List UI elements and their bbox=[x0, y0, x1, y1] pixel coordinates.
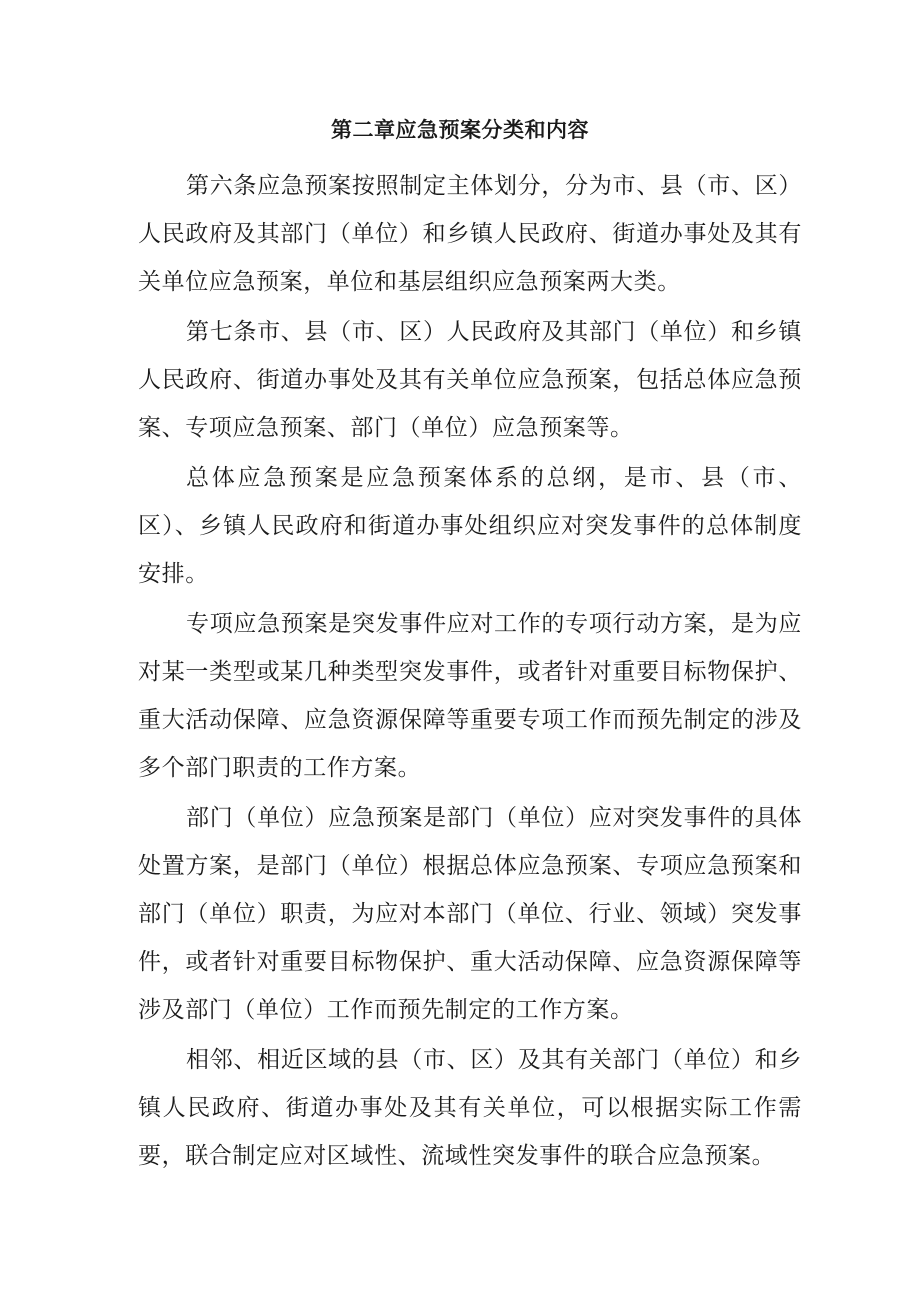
document-body bbox=[138, 162, 802, 1182]
paragraph-article-7: 第七条市、县（市、区）人民政府及其部门（单位）和乡镇人民政府、街道办事处及其有关单位应急预案，包括总体应急预案、专项应急预案、部门（单位）应急预案等。 bbox=[138, 319, 802, 441]
paragraph-special-plan: 专项应急预案是突发事件应对工作的专项行动方案，是为应对某一类型或某几种类型突发事件，或者针对重要目标物保护、重大活动保障、应急资源保障等重要专项工作而预先制定的涉及多个部门职责的工作方案。 bbox=[138, 611, 802, 781]
paragraph-general-plan: 总体应急预案是应急预案体系的总纲，是市、县（市、区）、乡镇人民政府和街道办事处组织应对突发事件的总体制度安排。 bbox=[138, 465, 802, 587]
paragraph-department-plan: 部门（单位）应急预案是部门（单位）应对突发事件的具体处置方案，是部门（单位）根据总体应急预案、专项应急预案和部门（单位）职责，为应对本部门（单位、行业、领域）突发事件，或者针对重要目标物保护、重大活动保障、应急资源保障等涉及部门（单位）工作而预先制定的工作方案。 bbox=[138, 805, 802, 1023]
paragraph-joint-plan: 相邻、相近区域的县（市、区）及其有关部门（单位）和乡镇人民政府、街道办事处及其有关单位，可以根据实际工作需要，联合制定应对区域性、流域性突发事件的联合应急预案。 bbox=[138, 1047, 802, 1169]
chapter-title: 第二章应急预案分类和内容 bbox=[331, 117, 589, 142]
paragraph-article-6: 第六条应急预案按照制定主体划分，分为市、县（市、区）人民政府及其部门（单位）和乡镇人民政府、街道办事处及其有关单位应急预案，单位和基层组织应急预案两大类。 bbox=[138, 173, 802, 295]
